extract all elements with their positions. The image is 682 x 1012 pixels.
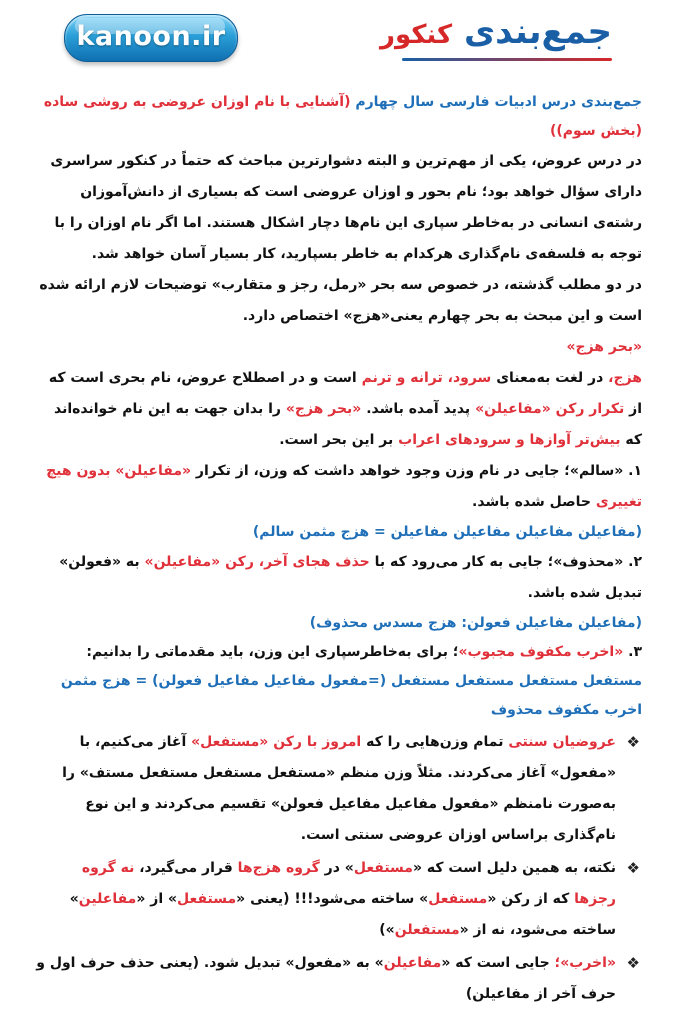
item-2-formula: (مفاعیلن مفاعیلن فعولن: هزج مسدس محذوف)	[309, 615, 642, 631]
brand-title	[380, 10, 612, 57]
diamond-bullet-icon: ❖	[626, 733, 640, 751]
def-rokn: تکرار رکن «مفاعیلن»	[475, 401, 625, 417]
def-bahr: «بحر هزج»	[285, 401, 362, 417]
bullet-2-text: » ساخته می‌شود!!! (یعنی «	[236, 891, 429, 907]
bullet-1-highlight: عروضیان سنتی	[508, 734, 616, 750]
bullet-3-red: مفاعیلن	[383, 955, 442, 971]
hazaj-definition	[36, 363, 642, 456]
title-rest: (آشنایی با نام اوزان عروضی به روشی ساده (بخش سوم))	[43, 94, 642, 139]
bullet-2-red: مستفعل	[428, 891, 488, 907]
intro-paragraph-2: در دو مطلب گذشته، در خصوص سه بحر «رمل، رجز و متقارب» توضیحات لازم ارائه شده است و این مبحث به بحر چهارم یعنی«هزج» اختصاص دارد.	[39, 277, 642, 324]
bullet-item	[36, 727, 642, 851]
bullet-3-term: «اخرب»؛	[554, 955, 616, 971]
bullet-2-text: » در	[319, 860, 354, 876]
item-3-number: ۳.	[623, 644, 642, 660]
section-heading-hazaj: «بحر هزج»	[566, 339, 642, 355]
def-meaning: سرود، ترانه و ترنم	[361, 370, 492, 386]
item-1-formula: (مفاعیلن مفاعیلن مفاعیلن مفاعیلن = هزج مثمن سالم)	[252, 524, 642, 540]
diamond-bullet-icon: ❖	[626, 859, 640, 877]
intro-paragraph-1: در درس عروض، یکی از مهم‌ترین و البته دشوارترین مباحث که حتماً در کنکور سراسری دارای سؤال خواهد بود؛ نام بحور و اوزان عروضی است که بسیاری از دانش‌آموزان رشته‌ی انسانی در به‌خاطر سپاری این نام‌ها دچار اشکال هستند. اما اگر نام اوزان را با توجه به فلسفه‌ی نام‌گذاری هرکدام به خاطر بسپارید، کار بسیار آسان خواهد شد.	[50, 153, 642, 262]
bullet-2-red: گروه هزج‌ها	[237, 860, 320, 876]
item-2-text-end: به «فعولن» تبدیل شده باشد.	[59, 554, 642, 601]
def-text: بر این بحر است.	[279, 432, 399, 448]
bullet-2-red: مستفعل	[177, 891, 237, 907]
item-3-formula: مستفعل مستفعل مستفعل مستفعل (=مفعول مفاعیل مفاعیل فعولن) = هزج مثمن اخرب مکفوف محذوف	[60, 673, 642, 718]
article-title	[36, 88, 642, 146]
bullet-2-red: نه گروه رجزها	[81, 860, 616, 907]
bullet-1-text-end: آغاز می‌کنیم، با «مفعول» آغاز می‌کردند. مثلاً وزن منظم «مستفعل مستفعل مستفعل مستف» را به‌صورت نامنظم «مفعول مفاعیل مفاعیل فعولن» تقسیم می‌کردند و این نوع نام‌گذاری براساس اوزان عروضی سنتی است.	[62, 734, 616, 843]
bullet-item	[36, 948, 642, 1010]
title-lead: جمع‌بندی درس ادبیات فارسی سال چهارم	[355, 94, 642, 110]
bullet-item	[36, 853, 642, 946]
def-text: پدید آمده باشد.	[361, 401, 476, 417]
item-1	[36, 456, 642, 518]
bullet-2-text: » ساخته می‌شود، نه از «	[69, 891, 616, 938]
item-1-rokn: «مفاعیلن»	[115, 463, 192, 479]
item-3-name: «اخرب مکفوف مجبوب»	[458, 644, 624, 660]
item-3	[36, 638, 642, 667]
bullet-2-text: نکته، به همین دلیل است که «	[412, 860, 616, 876]
def-text: را بدان جهت به این نام خوانده‌اند که	[54, 401, 642, 448]
bullet-2-text: که از رکن «	[487, 891, 575, 907]
bullet-2-text: »)	[379, 922, 395, 938]
kanoon-logo[interactable]	[64, 14, 238, 62]
bullet-2-red: مستفعلن	[394, 922, 460, 938]
bullet-3-text-end: » به «مفعول» تبدیل شود. (یعنی حذف حرف اول و حرف آخر از مفاعیلن)	[36, 955, 616, 1002]
bullet-1-highlight-2: امروز با رکن «مستفعل»	[191, 734, 362, 750]
bullet-2-red: مستفعل	[353, 860, 413, 876]
article-body	[36, 88, 642, 1012]
item-3-text: ؛ برای به‌خاطرسپاری این وزن، باید مقدماتی را بدانیم:	[86, 644, 459, 660]
bullet-2-text: » از «	[136, 891, 178, 907]
brand-underline	[402, 58, 612, 61]
brand-title-part1: جمع‌بندی	[464, 12, 612, 52]
item-2-highlight: حذف هجای آخر، رکن «مفاعیلن»	[144, 554, 370, 570]
bullet-1-text: تمام وزن‌هایی را که	[361, 734, 509, 750]
item-1-condition: بدون هیچ تغییری	[46, 463, 642, 510]
brand-title-part2: کنکور	[380, 20, 453, 50]
bullet-2-text: قرار می‌گیرد،	[134, 860, 238, 876]
item-2-text: ۲. «محذوف»؛ جایی به کار می‌رود که با	[369, 554, 642, 570]
header	[0, 0, 682, 80]
def-text: است و در اصطلاح عروض، نام بحری است که از	[48, 370, 642, 417]
bullet-2-red: مفاعلین	[78, 891, 137, 907]
def-term: هزج،	[608, 370, 642, 386]
def-aavaz: بیش‌تر آوازها و سرودهای اعراب	[398, 432, 621, 448]
item-1-text: ۱. «سالم»؛ جایی در نام وزن وجود خواهد داشت که وزن، از تکرار	[191, 463, 642, 479]
logo-text: kanoon.ir	[76, 21, 226, 52]
item-1-text-end: حاصل شده باشد.	[472, 494, 596, 510]
def-text: در لغت به‌معنای	[491, 370, 609, 386]
bullet-3-text: جایی است که «	[441, 955, 555, 971]
item-2	[36, 547, 642, 609]
diamond-bullet-icon: ❖	[626, 954, 640, 972]
